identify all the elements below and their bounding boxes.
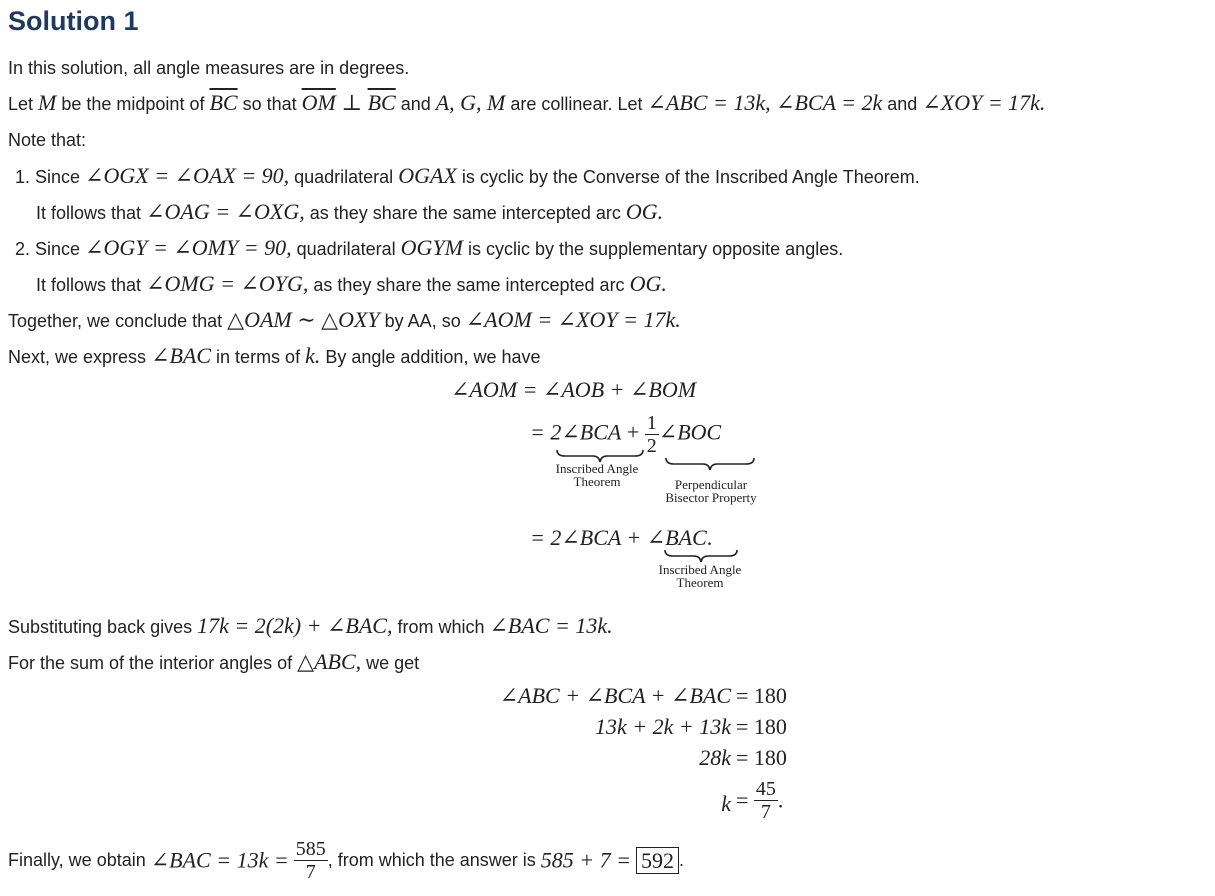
fraction-585-7 [294, 838, 328, 883]
paragraph-text: from which [392, 617, 490, 637]
math-expr: △ABC, [297, 649, 362, 674]
sum-rhs-4 [736, 778, 783, 823]
math-expr: . [679, 850, 685, 870]
math-expr: ∠AOM = ∠XOY = 17k. [465, 307, 681, 332]
sum-lhs-1: ∠ABC + ∠BCA + ∠BAC [499, 683, 731, 708]
fraction-denominator: 7 [305, 861, 316, 883]
item-text: is cyclic by the Converse of the Inscribed Angle Theorem. [456, 167, 920, 187]
list-number: 1. [15, 167, 31, 187]
math-expr: ∠XOY = 17k. [922, 90, 1046, 115]
sum-lhs-3: 28k [699, 745, 731, 770]
item-text: as they share the same intercepted arc [308, 275, 630, 295]
math-expr: $\overline{BC}$ [367, 90, 396, 115]
fraction-numerator: 45 [755, 778, 776, 800]
solution-title: Solution 1 [8, 6, 139, 36]
paragraph-text: Together, we conclude that [8, 311, 228, 331]
fraction-45-7 [754, 778, 778, 823]
list-item [15, 235, 843, 261]
paragraph-text: Next, we express [8, 347, 152, 367]
math-expr: ∠OAG = ∠OXG, [146, 199, 305, 224]
together-paragraph [8, 307, 681, 333]
math-expr: ∠BAC [151, 343, 212, 368]
math-expr: = [736, 787, 749, 813]
next-paragraph [8, 343, 541, 369]
math-expr: ∠OMG = ∠OYG, [146, 271, 309, 296]
sum-rhs-3: = 180 [736, 745, 787, 770]
final-paragraph [8, 838, 684, 883]
setup-text: Let [8, 94, 39, 114]
sum-paragraph [8, 649, 419, 675]
boxed-answer: 592 [636, 847, 679, 874]
math-expr: $\overline{BC}$ [209, 90, 238, 115]
math-expr: = 2∠BCA [530, 419, 622, 445]
math-expr: ∠OGY = ∠OMY = 90, [85, 235, 292, 260]
setup-text: and [882, 94, 923, 114]
math-expr: 17k = 2(2k) + ∠BAC, [197, 613, 393, 638]
setup-text: be the midpoint of [56, 94, 210, 114]
paragraph-text: Finally, we obtain [8, 850, 151, 870]
sum-lhs-2: 13k + 2k + 13k [595, 714, 731, 739]
fraction-numerator: 1 [646, 412, 657, 434]
math-expr: $\overline{OM}$ [301, 90, 336, 115]
brace-note-inscribed-1: Inscribed Angle Theorem [555, 461, 639, 489]
math-expr: + [621, 419, 645, 445]
equation-line-1: ∠AOM = ∠AOB + ∠BOM [451, 377, 697, 402]
item-text: It follows that [36, 203, 147, 223]
paragraph-text: For the sum of the interior angles of [8, 653, 298, 673]
math-expr: . [777, 787, 784, 813]
paragraph-text: , from which the answer is [327, 850, 541, 870]
math-expr: A, G, M [435, 90, 506, 115]
item-text: quadrilateral [291, 239, 401, 259]
list-item [15, 163, 920, 189]
math-expr: k. [305, 343, 321, 368]
paragraph-text: in terms of [211, 347, 306, 367]
fraction-denominator: 7 [760, 801, 771, 823]
item-text: as they share the same intercepted arc [304, 203, 626, 223]
math-expr: = 2∠BCA + [530, 525, 647, 550]
math-expr: ∠BAC [646, 525, 707, 550]
setup-paragraph [8, 90, 1045, 116]
paragraph-text: we get [361, 653, 420, 673]
underbrace-perpendicular [664, 456, 756, 472]
math-expr: OGYM [400, 235, 464, 260]
math-expr: M [38, 90, 57, 115]
brace-note-perpendicular: Perpendicular Bisector Property [665, 477, 757, 505]
item-text: is cyclic by the supplementary opposite angles. [463, 239, 844, 259]
sum-rhs-1: = 180 [736, 683, 787, 708]
fraction-numerator: 585 [295, 838, 326, 860]
math-expr: OGAX [398, 163, 457, 188]
setup-text: are collinear. Let [505, 94, 648, 114]
math-expr: ⊥ [335, 90, 368, 115]
item-text: Since [35, 167, 86, 187]
intro-text: In this solution, all angle measures are in degrees. [8, 58, 410, 78]
list-number: 2. [15, 239, 31, 259]
item-text: Since [35, 239, 86, 259]
math-expr: ∠BAC = 13k = [150, 847, 289, 873]
fraction-denominator: 2 [646, 435, 657, 457]
paragraph-text: by AA, so [379, 311, 466, 331]
setup-text: and [395, 94, 436, 114]
math-expr: ∠OGX = ∠OAX = 90, [85, 163, 290, 188]
note-text: Note that: [8, 130, 87, 150]
setup-text: so that [237, 94, 302, 114]
math-expr: ∠ABC = 13k, ∠BCA = 2k [647, 90, 883, 115]
list-item-continuation [36, 199, 663, 225]
list-item-continuation [36, 271, 667, 297]
math-expr: ∠BOC [658, 419, 722, 445]
paragraph-text: By angle addition, we have [320, 347, 541, 367]
item-text: quadrilateral [289, 167, 399, 187]
math-expr: OG. [629, 271, 667, 296]
paragraph-text: Substituting back gives [8, 617, 198, 637]
sum-rhs-2: = 180 [736, 714, 787, 739]
substitution-paragraph [8, 613, 613, 639]
math-expr: OG. [625, 199, 664, 224]
math-expr: 585 + 7 = [540, 847, 631, 873]
brace-note-inscribed-2: Inscribed Angle Theorem [658, 562, 742, 590]
math-expr: △OAM ∼ △OXY [227, 307, 380, 332]
sum-lhs-4: k [721, 791, 731, 816]
fraction-half [645, 412, 659, 457]
item-text: It follows that [36, 275, 147, 295]
math-expr: . [706, 525, 713, 550]
math-expr: ∠BAC = 13k. [489, 613, 613, 638]
